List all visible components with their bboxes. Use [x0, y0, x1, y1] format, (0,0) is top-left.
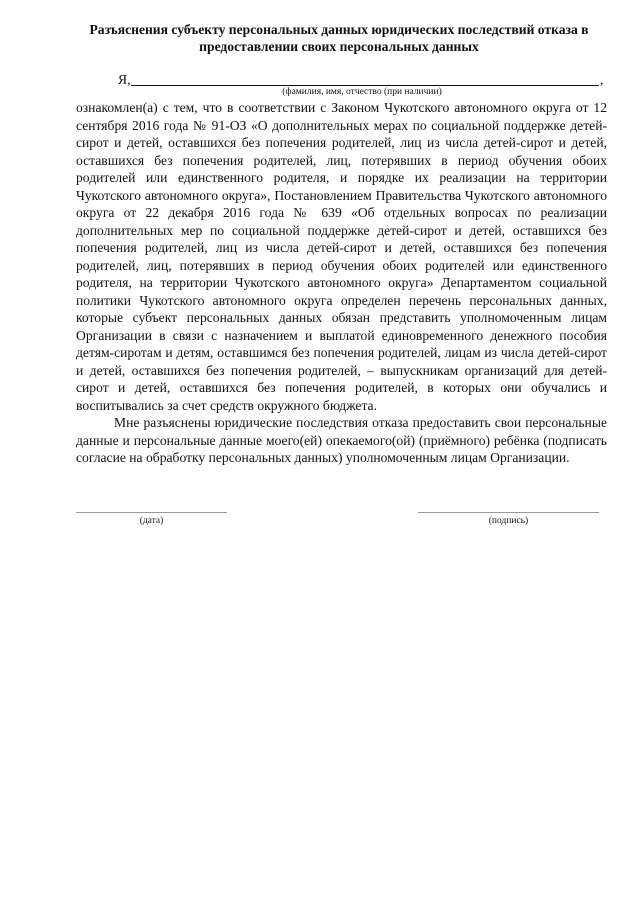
signature-label: (подпись): [488, 516, 529, 526]
date-blank-line: [76, 512, 227, 513]
document-body: [76, 99, 607, 467]
name-suffix: ,: [600, 72, 604, 87]
title-line-2: предоставлении своих персональных данных: [199, 39, 479, 54]
paragraph-1: ознакомлен(а) с тем, что в соответствии с Законом Чукотского автономного округа от 12 сентября 2016 года № 91-ОЗ «О дополнительных мерах по социальной поддержке детей-сирот и детей, оставшихся без попечения родителей, лиц из числа детей-сирот и детей, оставшихся без попечения родителей, лиц, потерявших в период обучения обоих родителей или единственного родителя, и порядке их реализации на территории Чукотского автономного округа», Постановлением Правительства Чукотского автономного округа от 22 декабря 2016 года № 639 «Об отдельных вопросах по реализации дополнительных мер по социальной поддержке детей-сирот и детей, оставшихся без попечения родителей, лиц из числа детей-сирот и детей, оставшихся без попечения родителей, лиц, потерявших в период обучения обоих родителей или единственного родителя, на территории Чукотского автономного округа» Департаментом социальной политики Чукотского автономного округа определен перечень персональных данных, которые субъект персональных данных обязан представить уполномоченным лицам Организации в связи с назначением и выплатой единовременного денежного пособия детям-сиротам и детям, оставшимся без попечения родителей, лицам из числа детей-сирот и детей, оставшихся без попечения родителей, – выпускникам организаций для детей-сирот и детей, оставшихся без попечения родителей, в которых они обучались и воспитывались за счет средств окружного бюджета.: [76, 100, 607, 413]
title-line-1: Разъяснения субъекту персональных данных юридических последствий отказа в: [89, 22, 589, 37]
document-title: [72, 21, 606, 55]
name-hint: (фамилия, имя, отчество (при наличии): [282, 87, 442, 97]
signature-blank-line: [418, 512, 599, 513]
name-prefix: Я,: [118, 72, 131, 87]
paragraph-2: Мне разъяснены юридические последствия отказа предоставить свои персональные данные и персональные данные моего(ей) опекаемого(ой) (приёмного) ребёнка (подписать согласие на обработку персональных данных) уполномоченным лицам Организации.: [76, 415, 607, 465]
date-label: (дата): [139, 516, 164, 526]
